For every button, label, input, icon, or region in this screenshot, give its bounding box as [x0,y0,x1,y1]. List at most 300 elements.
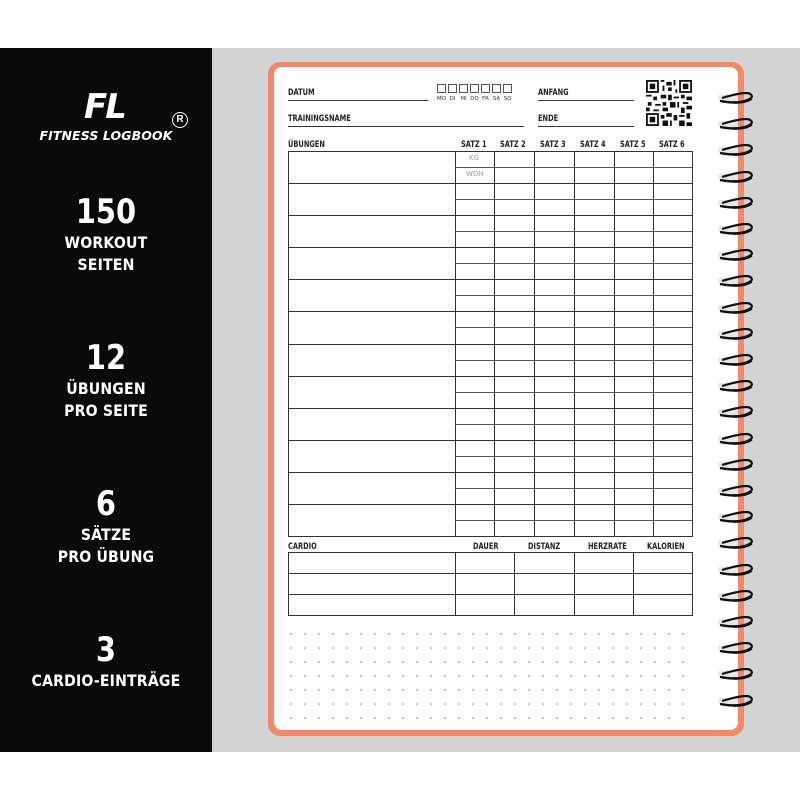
note-dot [290,717,292,719]
cardio-row-divider [288,594,692,595]
note-dot [318,647,320,649]
kg-reps-divider [455,392,692,393]
note-dot [486,661,488,663]
note-dot [416,633,418,635]
note-dot [542,633,544,635]
set-header: SATZ 6 [659,140,685,150]
note-dot [318,689,320,691]
note-dot [374,689,376,691]
note-dot [486,703,488,705]
cardio-column-header: DAUER [473,542,499,552]
logo-mark: FL [84,87,125,127]
set-header: SATZ 3 [540,140,566,150]
note-dot [290,689,292,691]
kg-reps-divider [455,167,692,168]
kg-reps-divider [455,231,692,232]
ende-line [538,126,634,127]
note-dot [360,703,362,705]
note-dot [360,717,362,719]
note-dot [402,675,404,677]
stat-label: SEITEN [77,255,135,274]
note-dot [430,633,432,635]
note-dot [570,703,572,705]
note-dot [626,661,628,663]
note-dot [416,717,418,719]
note-dot [570,647,572,649]
note-dot [500,661,502,663]
spiral-coil-icon [718,171,754,183]
stat-label: WORKOUT [64,233,148,252]
note-dot [360,647,362,649]
note-dot [654,633,656,635]
weekday-label: SA [492,96,501,102]
note-dot [304,661,306,663]
note-dot [556,689,558,691]
spiral-coil-icon [718,380,754,392]
note-dot [290,647,292,649]
cardio-column-header: HERZRATE [588,542,627,552]
qr-code-icon [646,80,692,126]
spiral-coil-icon [718,537,754,549]
note-dot [598,661,600,663]
exercise-row-divider [288,376,692,377]
note-dot [598,717,600,719]
note-dot [640,717,642,719]
note-dot [332,633,334,635]
note-dot [444,647,446,649]
note-dot [374,633,376,635]
set-header: SATZ 4 [580,140,606,150]
stat-number: 12 [85,338,127,378]
note-dot [402,661,404,663]
column-divider [514,552,515,615]
note-dot [402,703,404,705]
note-dot [682,633,684,635]
note-dot [486,633,488,635]
note-dot [402,647,404,649]
note-dot [682,717,684,719]
note-dot [528,717,530,719]
stat-cardio [0,630,212,692]
weekday-label: DO [470,96,479,102]
registered-icon: R [172,112,188,128]
note-dot [612,661,614,663]
weekday-checkbox [492,84,501,93]
stat-sets [0,484,212,568]
kg-reps-divider [455,424,692,425]
note-dot [472,675,474,677]
note-dot [668,675,670,677]
datum-label: DATUM [288,88,315,98]
spiral-coil-icon [718,616,754,628]
note-dot [486,689,488,691]
note-dot [612,717,614,719]
note-dot [430,689,432,691]
weekday-label: MI [460,96,467,102]
note-dot [486,675,488,677]
note-dot [542,647,544,649]
exercise-row-divider [288,472,692,473]
note-dot [332,717,334,719]
note-dot [584,703,586,705]
note-dot [458,689,460,691]
note-dot [500,647,502,649]
note-dot [570,717,572,719]
note-dot [374,647,376,649]
note-dot [640,647,642,649]
spiral-coil-icon [718,642,754,654]
note-dot [332,647,334,649]
note-dot [444,633,446,635]
note-dot [458,661,460,663]
anfang-line [538,100,634,101]
trainingsname-line [288,126,524,127]
note-dot [514,703,516,705]
note-dot [542,689,544,691]
note-dot [654,675,656,677]
feature-panel [0,48,212,752]
note-dot [654,689,656,691]
note-dot [388,717,390,719]
stat-label: ÜBUNGEN [66,379,146,398]
kg-reps-divider [455,488,692,489]
set-header: SATZ 5 [620,140,646,150]
note-dot [668,689,670,691]
note-dot [682,647,684,649]
note-dot [304,703,306,705]
note-dot [654,703,656,705]
kg-reps-divider [455,360,692,361]
note-dot [360,675,362,677]
exercise-row-divider [288,504,692,505]
exercise-row-divider [288,344,692,345]
note-dot [472,661,474,663]
note-dot [570,661,572,663]
weekday-checkbox [459,84,468,93]
kg-reps-divider [455,263,692,264]
note-dot [514,689,516,691]
note-dot [458,647,460,649]
weekday-checkbox [470,84,479,93]
note-dot [514,717,516,719]
note-dot [668,703,670,705]
note-dot [668,661,670,663]
spiral-coil-icon [718,275,754,287]
note-dot [388,661,390,663]
note-dot [430,647,432,649]
note-dot [290,661,292,663]
note-dot [640,633,642,635]
note-dot [598,633,600,635]
note-dot [346,717,348,719]
note-dot [626,633,628,635]
spiral-coil-icon [718,433,754,445]
note-dot [612,633,614,635]
spiral-coil-icon [718,118,754,130]
exercise-row-divider [288,311,692,312]
note-dot [304,717,306,719]
spiral-coil-icon [718,459,754,471]
note-dot [584,647,586,649]
note-dot [640,675,642,677]
note-dot [654,661,656,663]
note-dot [556,717,558,719]
note-dot [472,633,474,635]
note-dot [444,703,446,705]
note-dot [668,647,670,649]
trainingsname-label: TRAININGSNAME [288,114,351,124]
note-dot [682,703,684,705]
set-header: SATZ 2 [500,140,526,150]
spiral-coil-icon [718,406,754,418]
note-dot [584,661,586,663]
note-dot [458,675,460,677]
note-dot [472,717,474,719]
spiral-coil-icon [718,302,754,314]
note-dot [514,661,516,663]
spiral-coil-icon [718,590,754,602]
note-dot [528,675,530,677]
note-dot [612,675,614,677]
note-dot [500,633,502,635]
note-dot [360,633,362,635]
note-dot [654,717,656,719]
note-dot [290,703,292,705]
cardio-column-header: KALORIEN [647,542,685,552]
note-dot [556,633,558,635]
note-dot [612,703,614,705]
stat-exercises [0,338,212,422]
note-dot [318,661,320,663]
note-dot [304,633,306,635]
note-dot [430,703,432,705]
stat-label: CARDIO-EINTRÄGE [31,671,181,690]
note-dot [626,703,628,705]
note-dot [556,647,558,649]
note-dot [416,661,418,663]
note-dot [570,689,572,691]
note-dot [528,647,530,649]
stat-label: PRO ÜBUNG [57,547,155,566]
note-dot [626,675,628,677]
note-dot [528,703,530,705]
note-dot [388,703,390,705]
stat-pages [0,192,212,276]
weekday-checkbox [503,84,512,93]
note-dot [416,703,418,705]
spiral-coil-icon [718,197,754,209]
spiral-coil-icon [718,92,754,104]
note-dot [486,717,488,719]
spiral-coil-icon [718,328,754,340]
note-dot [444,717,446,719]
note-dot [682,689,684,691]
note-dot [402,633,404,635]
kg-reps-divider [455,295,692,296]
note-dot [612,647,614,649]
exercise-row-divider [288,440,692,441]
note-dot [346,647,348,649]
note-dot [318,675,320,677]
note-dot [528,661,530,663]
note-dot [472,703,474,705]
weekday-label: SO [503,96,512,102]
note-dot [374,703,376,705]
stat-number: 3 [95,630,117,670]
note-dot [458,633,460,635]
set-header: SATZ 1 [461,140,487,150]
cardio-row-divider [288,573,692,574]
note-dot [346,675,348,677]
note-dot [332,703,334,705]
note-dot [626,647,628,649]
note-dot [388,675,390,677]
note-dot [682,661,684,663]
note-dot [374,675,376,677]
exercise-row-divider [288,408,692,409]
weekday-label: FR [482,96,489,102]
column-divider [574,552,575,615]
note-dot [640,703,642,705]
weekday-checkbox [448,84,457,93]
note-dot [514,647,516,649]
kg-label: KG [469,154,480,162]
stat-number: 150 [75,192,137,232]
spiral-coil-icon [718,354,754,366]
note-dot [444,675,446,677]
note-dot [626,717,628,719]
note-dot [388,689,390,691]
note-dot [332,661,334,663]
note-dot [304,675,306,677]
note-dot [542,703,544,705]
uebungen-header: ÜBUNGEN [288,140,325,150]
note-dot [388,633,390,635]
note-dot [500,703,502,705]
note-dot [346,633,348,635]
note-dot [416,675,418,677]
note-dot [346,689,348,691]
column-divider [455,552,456,615]
note-dot [640,689,642,691]
spiral-coil-icon [718,249,754,261]
note-dot [528,633,530,635]
note-dot [374,717,376,719]
note-dot [318,703,320,705]
note-dot [416,689,418,691]
note-dot [584,717,586,719]
spiral-coil-icon [718,223,754,235]
stat-label: SÄTZE [80,525,132,544]
kg-reps-divider [455,520,692,521]
note-dot [640,661,642,663]
note-dot [556,703,558,705]
note-dot [458,717,460,719]
note-dot [570,675,572,677]
note-dot [500,689,502,691]
note-dot [598,675,600,677]
note-dot [346,661,348,663]
note-dot [430,675,432,677]
spiral-coil-icon [718,144,754,156]
note-dot [668,633,670,635]
kg-reps-divider [455,456,692,457]
note-dot [290,633,292,635]
spiral-coil-icon [718,485,754,497]
spiral-coil-icon [718,695,754,707]
note-dot [584,633,586,635]
exercise-row-divider [288,247,692,248]
kg-reps-divider [455,199,692,200]
brand-name: FITNESS LOGBOOK [39,128,173,143]
note-dot [682,675,684,677]
brand-logo [0,84,212,144]
note-dot [318,633,320,635]
note-dot [388,647,390,649]
reps-label: WDH [466,170,484,178]
note-dot [472,689,474,691]
anfang-label: ANFANG [538,88,569,98]
weekday-label: DI [449,96,456,102]
note-dot [444,661,446,663]
note-dot [318,717,320,719]
note-dot [514,633,516,635]
note-dot [304,647,306,649]
ende-label: ENDE [538,114,559,124]
note-dot [584,675,586,677]
note-dot [332,675,334,677]
note-dot [514,675,516,677]
note-dot [430,661,432,663]
note-dot [654,647,656,649]
note-dot [626,689,628,691]
cardio-header: CARDIO [288,542,317,552]
note-dot [668,717,670,719]
spiral-coil-icon [718,511,754,523]
note-dot [584,689,586,691]
note-dot [542,661,544,663]
note-dot [598,689,600,691]
stat-number: 6 [95,484,117,524]
note-dot [332,689,334,691]
stat-label: PRO SEITE [64,401,148,420]
note-dot [304,689,306,691]
note-dot [612,689,614,691]
exercise-row-divider [288,183,692,184]
note-dot [556,661,558,663]
note-dot [542,675,544,677]
note-dot [500,675,502,677]
spiral-coil-icon [718,564,754,576]
note-dot [416,647,418,649]
spiral-coil-icon [718,668,754,680]
note-dot [542,717,544,719]
note-dot [458,703,460,705]
note-dot [360,689,362,691]
note-dot [430,717,432,719]
exercise-row-divider [288,279,692,280]
column-divider [633,552,634,615]
note-dot [570,633,572,635]
note-dot [360,661,362,663]
note-dot [598,647,600,649]
kg-reps-divider [455,327,692,328]
note-dot [472,647,474,649]
note-dot [486,647,488,649]
weekday-label: MO [436,96,447,102]
note-dot [556,675,558,677]
note-dot [290,675,292,677]
